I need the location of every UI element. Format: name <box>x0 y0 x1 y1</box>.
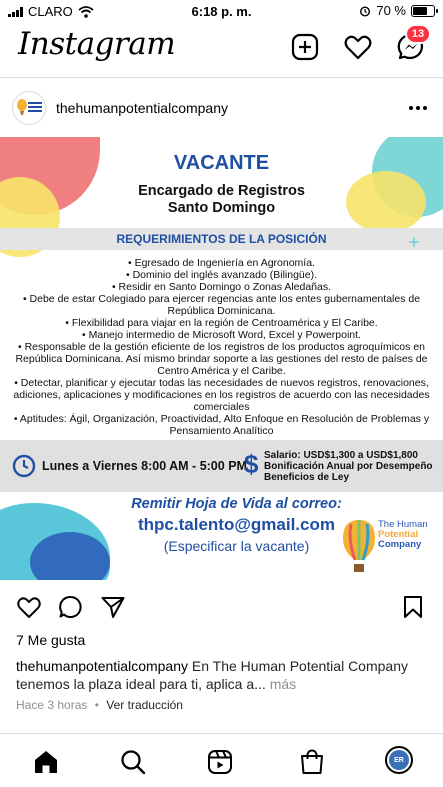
brand-line-1: The Human <box>378 519 428 530</box>
shop-icon[interactable] <box>298 748 326 776</box>
home-icon[interactable] <box>32 748 60 776</box>
requirement-item: • Detectar, planificar y ejecutar todas las necesidades de nuevos registros, renovaciones, adiciones, aplicaciones y modificaciones en los registros de acuerdo con las necesidades comerciales <box>13 377 430 413</box>
brand-line-3: Company <box>378 539 422 550</box>
job-title <box>0 183 443 217</box>
status-right <box>359 3 435 18</box>
post-image[interactable] <box>0 137 443 580</box>
requirement-item: • Flexibilidad para viajar en la región de Centroamérica y El Caribe. <box>65 317 378 329</box>
author-username[interactable]: thehumanpotentialcompany <box>56 100 229 116</box>
apply-email: thpc.talento@gmail.com <box>138 515 335 534</box>
balloon-logo-icon <box>340 518 378 578</box>
profile-tab-avatar[interactable] <box>385 746 413 774</box>
reels-icon[interactable] <box>206 748 234 776</box>
bottom-tab-bar <box>0 733 443 787</box>
see-translation-link[interactable]: Ver traducción <box>106 698 183 712</box>
dollar-icon: $ <box>244 449 259 479</box>
salary-info <box>264 450 433 483</box>
post-actions <box>0 588 443 624</box>
requirement-item: • Residir en Santo Domingo o Zonas Aledañas. <box>111 281 332 293</box>
clock-icon <box>12 454 36 478</box>
schedule-salary-band <box>0 440 443 492</box>
status-bar <box>0 0 443 22</box>
requirement-item: • Debe de estar Colegiado para ejercer regencias ante los entes gubernamentales de República Dominicana. <box>22 293 421 317</box>
share-send-icon[interactable] <box>100 594 126 620</box>
post-time: Hace 3 horas <box>16 698 88 712</box>
requirements-heading: REQUERIMIENTOS DE LA POSICIÓN <box>0 228 443 250</box>
apply-note: (Especificar la vacante) <box>163 538 310 554</box>
brand-name <box>378 520 428 550</box>
vacancy-title: VACANTE <box>173 152 270 174</box>
salary-bonus: Bonificación Anual por Desempeño <box>264 461 433 472</box>
avatar-logo-icon <box>14 97 44 119</box>
like-heart-icon[interactable] <box>16 594 42 620</box>
comment-icon[interactable] <box>58 594 84 620</box>
heart-activity-icon[interactable] <box>343 32 373 62</box>
requirements-list <box>6 257 437 437</box>
header-divider <box>0 77 443 78</box>
alarm-icon <box>359 5 371 17</box>
company-brand-logo <box>336 518 436 580</box>
brand-line-2: Potential <box>378 529 419 540</box>
job-title-line-1: Encargado de Registros <box>138 183 305 199</box>
requirement-item: • Manejo intermedio de Microsoft Word, Excel y Powerpoint. <box>82 329 361 341</box>
work-schedule: Lunes a Viernes 8:00 AM - 5:00 PM <box>42 459 247 473</box>
carrier-label: CLARO <box>28 4 73 19</box>
caption-more-link[interactable]: más <box>269 676 297 692</box>
salary-benefits: Beneficios de Ley <box>264 472 350 483</box>
caption-username[interactable]: thehumanpotentialcompany <box>16 658 189 674</box>
create-post-icon[interactable] <box>290 32 320 62</box>
plus-decor-icon <box>408 236 420 248</box>
battery-level <box>413 7 427 15</box>
requirement-item: • Aptitudes: Ágil, Organización, Proactividad, Alto Enfoque en Resolución de Problemas y Pensamiento Analítico <box>13 413 430 437</box>
apply-instruction: Remitir Hoja de Vida al correo: <box>131 496 342 512</box>
post-options-icon[interactable] <box>409 106 427 110</box>
status-time: 6:18 p. m. <box>191 4 252 19</box>
job-title-line-2: Santo Domingo <box>167 200 276 216</box>
battery-icon <box>411 5 435 17</box>
requirement-item: • Egresado de Ingeniería en Agronomía. <box>128 257 315 269</box>
save-bookmark-icon[interactable] <box>400 594 426 620</box>
post-header <box>0 84 443 132</box>
app-header <box>0 22 443 74</box>
battery-percent: 70 % <box>376 3 406 18</box>
caption-text: En The Human Potential Company tenemos la plaza ideal para ti, aplica a... <box>16 658 408 692</box>
instagram-logo[interactable]: Instagram <box>18 26 176 62</box>
post-meta <box>16 698 183 712</box>
salary-range: Salario: USD$1,300 a USD$1,800 <box>264 450 418 461</box>
search-icon[interactable] <box>119 748 147 776</box>
likes-count[interactable]: 7 Me gusta <box>16 632 86 648</box>
profile-initials: ER <box>389 750 409 770</box>
meta-separator: • <box>94 698 99 712</box>
notification-badge: 13 <box>405 24 431 44</box>
requirement-item: • Responsable de la gestión eficiente de los registros de los productos agroquímicos en República Dominicana. Así mismo brindar soporte a las gestiones del resto de países de Centro América y el Caribe. <box>15 341 428 377</box>
author-avatar[interactable] <box>12 91 46 125</box>
post-caption[interactable] <box>16 657 416 693</box>
requirement-item: • Dominio del inglés avanzado (Bilingüe). <box>125 269 318 281</box>
